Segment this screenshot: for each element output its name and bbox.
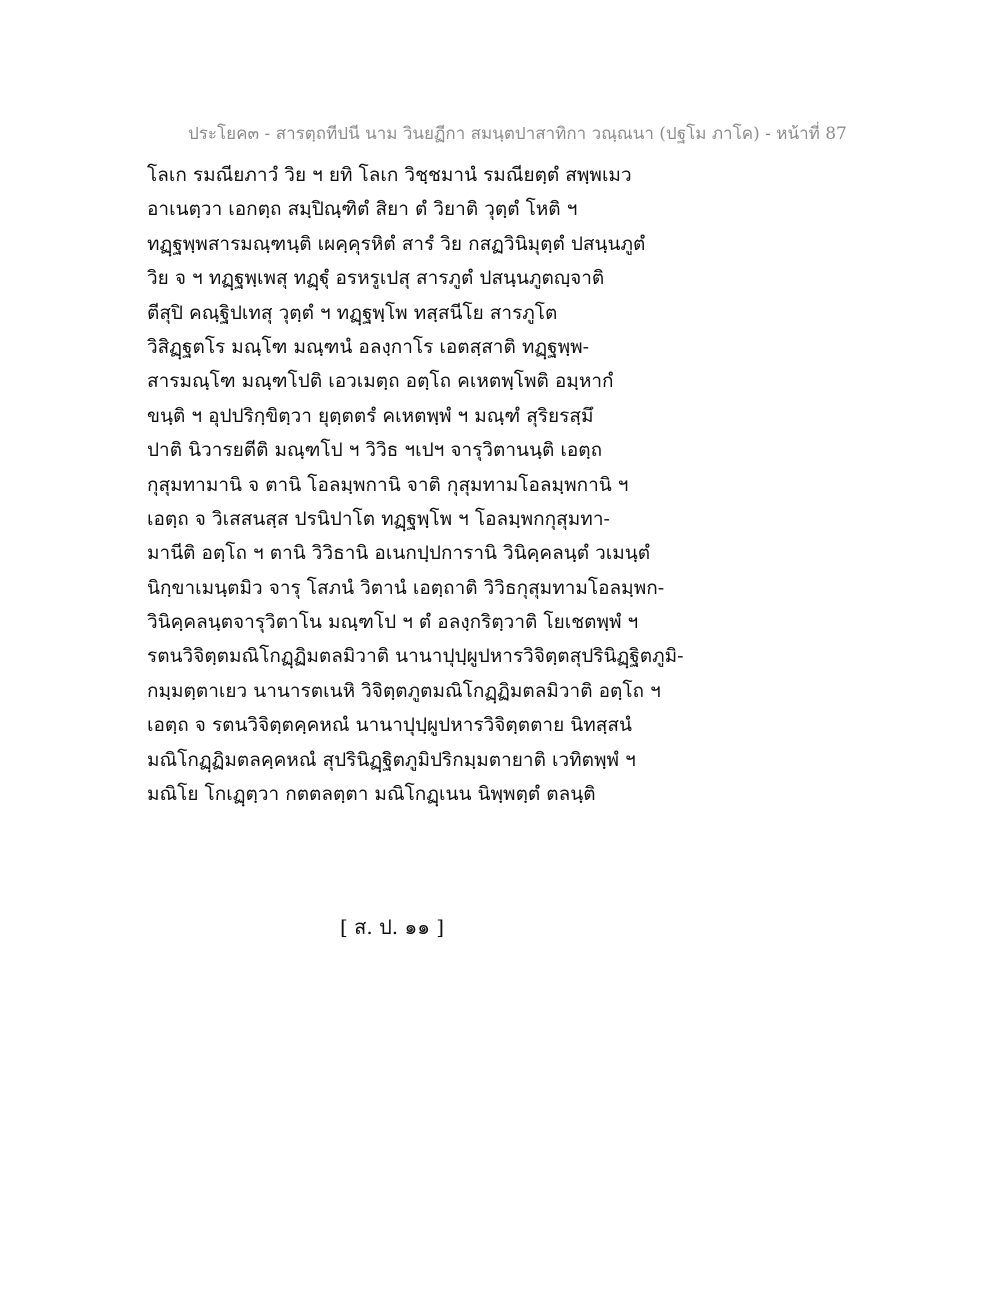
text-line: วิสิฏฺฐตโร มณฺโฑ มณฺฑนํ อลงฺกาโร เอตสฺสาติ ทฏฺฐพฺพ-	[147, 335, 590, 358]
text-line: เอตฺถ จ รตนวิจิตฺตคฺคหณํ นานาปุปฺผูปหารวิจิตฺตตาย นิทสฺสนํ	[147, 714, 632, 737]
text-line: มณิโย โกเฏฺตฺวา กตตลตฺตา มณิโกฏฺเนน นิพฺพตฺตํ ตลนฺติ	[147, 783, 596, 806]
text-line: มณิโกฏฺฏิมตลคฺคหณํ สุปรินิฏฺฐิตภูมิปริกมฺมตายาติ เวทิตพฺพํ ฯ	[147, 748, 636, 771]
text-line: สารมณฺโฑ มณฺฑโปติ เอวเมตฺถ อตฺโถ คเหตพฺโพติ อมฺหากํ	[147, 370, 614, 393]
signature-mark: [ ส. ป. ๑๑ ]	[340, 915, 445, 939]
body-text	[147, 158, 747, 811]
text-line: อาเนตฺวา เอกตฺถ สมฺปิณฺฑิตํ สิยา ตํ วิยาติ วุตฺตํ โหติ ฯ	[147, 198, 578, 221]
text-line: กุสุมทามานิ จ ตานิ โอลมฺพกานิ จาติ กุสุมทามโอลมฺพกานิ ฯ	[147, 473, 629, 496]
text-line: ปาติ นิวารยตีติ มณฺฑโป ฯ วิวิธ ฯเปฯ จารุวิตานนฺติ เอตฺถ	[147, 439, 603, 462]
text-line: กมฺมตฺตาเยว นานารตเนหิ วิจิตฺตภูตมณิโกฏฺฏิมตลมิวาติ อตฺโถ ฯ	[147, 679, 661, 702]
text-line: โลเก รมณียภาวํ วิย ฯ ยทิ โลเก วิชฺชมานํ รมณียตฺตํ สพฺพเมว	[147, 164, 632, 186]
text-line: เอตฺถ จ วิเสสนสฺส ปรนิปาโต ทฏฺฐพฺโพ ฯ โอลมฺพกกุสุมทา-	[147, 507, 610, 530]
text-line: นิกฺขาเมนฺตมิว จารุ โสภนํ วิตานํ เอตฺถาติ วิวิธกุสุมทามโอลมฺพก-	[147, 576, 665, 599]
text-line: รตนวิจิตฺตมณิโกฏฺฏิมตลมิวาติ นานาปุปฺผูปหารวิจิตฺตสุปรินิฏฺฐิตภูมิ-	[147, 645, 684, 668]
text-line: ตีสุปิ คณฺฐิปเทสุ วุตฺตํ ฯ ทฏฺฐพฺโพ ทสฺสนีโย สารภูโต	[147, 301, 558, 324]
text-line: วินิคฺคลนฺตจารุวิตาโน มณฺฑโป ฯ ตํ อลงฺกริตฺวาติ โยเชตพฺพํ ฯ	[147, 611, 639, 634]
text-line: มานีติ อตฺโถ ฯ ตานิ วิวิธานิ อเนกปฺปการานิ วินิคฺคลนฺตํ วเมนฺตํ	[147, 542, 651, 565]
text-line: ขนฺติ ฯ อุปปริกฺขิตฺวา ยุตฺตตรํ คเหตพฺพํ ฯ มณฺฑํ สุริยรสฺมึ	[147, 404, 594, 427]
running-header: ประโยค๓ - สารตฺถทีปนี นาม วินยฏีกา สมนฺตปาสาทิกา วณฺณนา (ปฐโม ภาโค) - หน้าที่ 87	[188, 124, 847, 144]
text-line: วิย จ ฯ ทฏฺฐพฺเพสุ ทฏฺฐุํ อรหรูเปสุ สารภูตํ ปสนฺนภูตญฺจาติ	[147, 267, 605, 290]
text-line: ทฏฺฐพฺพสารมณฺฑนฺติ เผคฺคุรหิตํ สารํ วิย กสฏวินิมุตฺตํ ปสนฺนภูตํ	[147, 232, 646, 255]
